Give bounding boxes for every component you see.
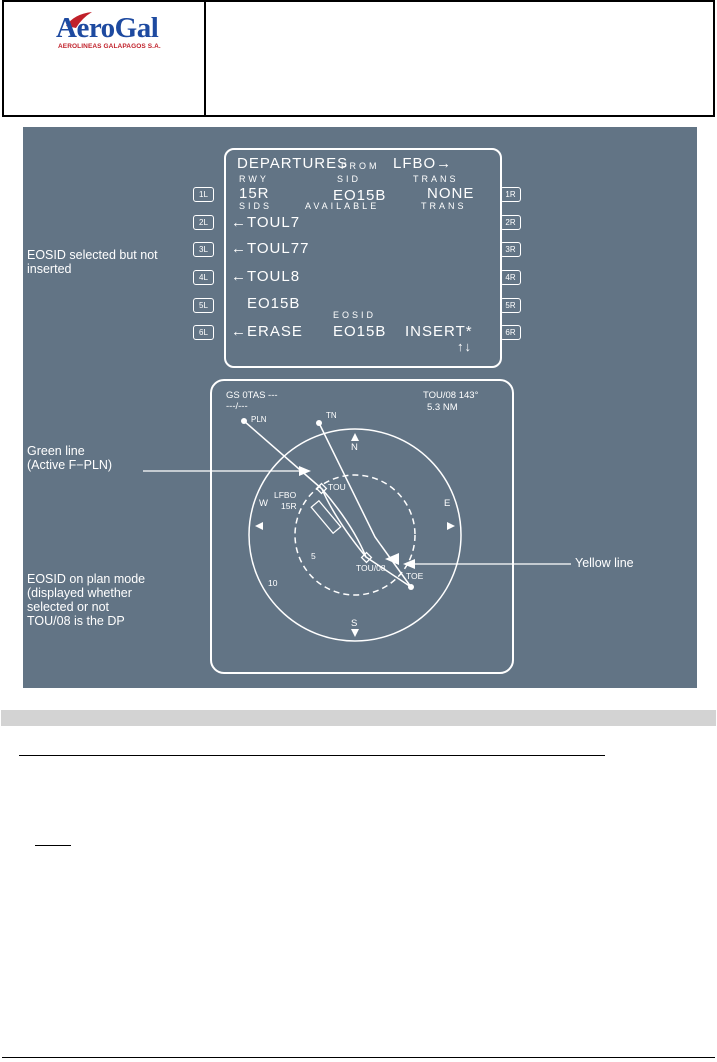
nd-tn: TN: [326, 411, 337, 420]
nd-runway: 15R: [281, 501, 297, 511]
annotation-eosid-plan-3: selected or not: [27, 600, 109, 614]
annotation-green-line: Green line: [27, 444, 85, 458]
mcdu-sids-label: SIDS: [239, 201, 273, 211]
footer-rule: [2, 1057, 715, 1058]
lsk-2r[interactable]: 2R: [500, 215, 521, 230]
annotation-eosid-plan-4: TOU/08 is the DP: [27, 614, 125, 628]
mcdu-trans-value: NONE: [427, 185, 475, 202]
mcdu-title-from: FROM: [341, 161, 380, 171]
logo-subtitle: AEROLINEAS GALAPAGOS S.A.: [58, 43, 161, 50]
nd-range-10: 10: [268, 578, 278, 588]
nd-west: W: [259, 498, 268, 509]
nd-toe: TOE: [406, 571, 424, 581]
mcdu-trans2-label: TRANS: [421, 201, 467, 211]
lsk-6r[interactable]: 6R: [500, 325, 521, 340]
logo-cell: [4, 2, 206, 115]
annotation-eosid-selected: EOSID selected but not inserted: [27, 248, 158, 276]
mcdu-sid-eo15b[interactable]: EO15B: [247, 295, 301, 312]
lsk-5r[interactable]: 5R: [500, 298, 521, 313]
nd-range-5: 5: [311, 551, 316, 561]
nd-waypoint: TOU/08 143°: [423, 390, 479, 401]
lsk-1r[interactable]: 1R: [500, 187, 521, 202]
document-header: [2, 0, 715, 117]
mcdu-sid-toul7[interactable]: ←TOUL7: [231, 214, 301, 231]
mcdu-title: DEPARTURES: [237, 155, 349, 172]
annotation-green-line-sub: (Active F−PLN): [27, 458, 113, 472]
lsk-4r[interactable]: 4R: [500, 270, 521, 285]
nd-south: S: [351, 618, 358, 629]
mcdu-insert[interactable]: INSERT*: [405, 323, 473, 340]
mcdu-available-label: AVAILABLE: [305, 201, 380, 211]
nd-lfbo: LFBO: [274, 490, 297, 500]
mcdu-title-airport: LFBO→: [393, 155, 453, 172]
annotation-eosid-plan-1: EOSID on plan mode: [27, 572, 146, 586]
mcdu-sid-label: SID: [337, 174, 362, 184]
mcdu-scroll-arrows: ↑↓: [457, 339, 472, 354]
mcdu-sid-toul8[interactable]: ←TOUL8: [231, 268, 301, 285]
annotation-eosid-plan-2: (displayed whether: [27, 586, 132, 600]
header-info-cell: [206, 2, 713, 115]
nd-tou: TOU: [328, 482, 346, 492]
mcdu-rwy-label: RWY: [239, 174, 269, 184]
lsk-4l[interactable]: 4L: [193, 270, 214, 285]
nd-pln: PLN: [251, 415, 267, 424]
logo-name: AeroGal: [56, 12, 159, 44]
lsk-6l[interactable]: 6L: [193, 325, 214, 340]
mcdu-sid-value: EO15B: [333, 187, 387, 204]
mcdu-eosid-label: EOSID: [333, 310, 377, 320]
mcdu-sid-toul77[interactable]: ←TOUL77: [231, 240, 310, 257]
nd-east: E: [444, 498, 451, 509]
lsk-3r[interactable]: 3R: [500, 242, 521, 257]
nd-distance: 5.3 NM: [427, 402, 458, 413]
lsk-5l[interactable]: 5L: [193, 298, 214, 313]
mcdu-eosid-value: EO15B: [333, 323, 387, 340]
mcdu-trans-label: TRANS: [413, 174, 459, 184]
eosid-figure: [23, 127, 697, 688]
nd-tou08: TOU/08: [356, 563, 386, 573]
section-bar: [1, 710, 716, 726]
lsk-2l[interactable]: 2L: [193, 215, 214, 230]
mcdu-rwy-value: 15R: [239, 185, 270, 202]
lsk-1l[interactable]: 1L: [193, 187, 214, 202]
underline-rule: [19, 755, 605, 756]
short-underline-rule: [35, 845, 71, 846]
nd-wind: ---/---: [226, 401, 248, 412]
annotation-yellow-line: Yellow line: [575, 556, 634, 570]
mcdu-erase[interactable]: ←ERASE: [231, 323, 303, 340]
nd-gs-tas: GS 0TAS ---: [226, 390, 278, 401]
nd-north: N: [351, 442, 358, 453]
lsk-3l[interactable]: 3L: [193, 242, 214, 257]
